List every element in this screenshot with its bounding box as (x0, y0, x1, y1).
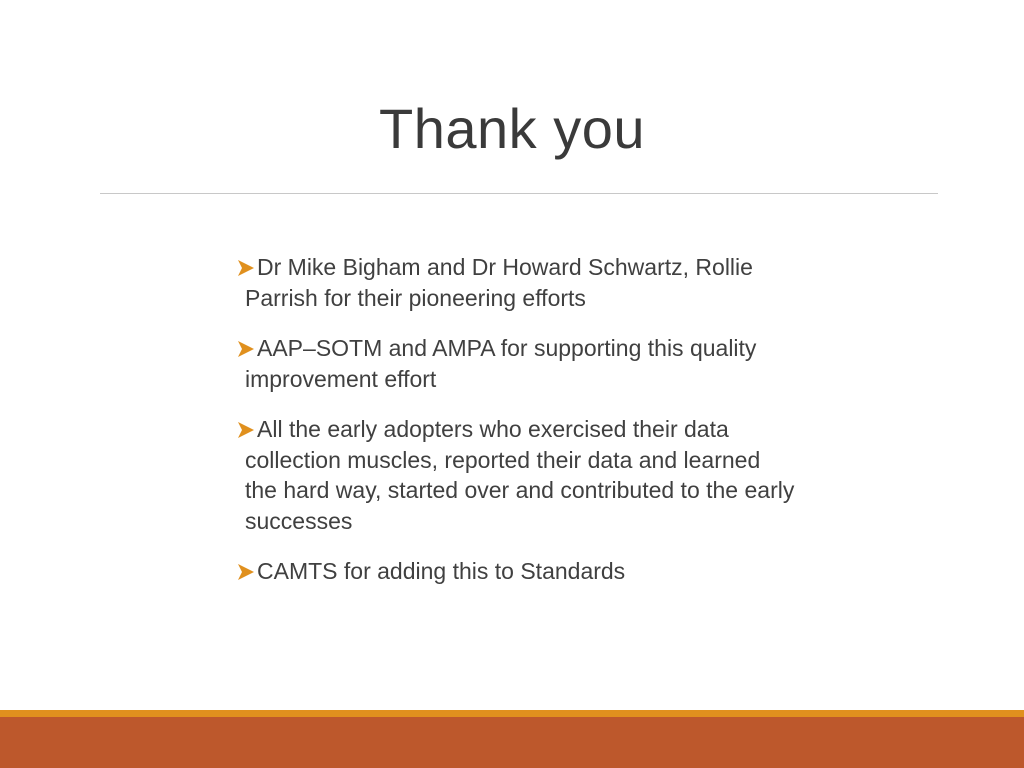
footer-band (0, 717, 1024, 768)
title-divider (100, 193, 938, 194)
bullet-item (236, 414, 796, 536)
bullet-text: CAMTS for adding this to Standards (257, 558, 626, 584)
bullet-item (236, 556, 796, 587)
arrow-bullet-icon (236, 562, 256, 582)
bullet-item (236, 252, 796, 313)
bullet-item (236, 333, 796, 394)
bullet-text: AAP–SOTM and AMPA for supporting this quality improvement effort (245, 335, 757, 392)
bullet-text: Dr Mike Bigham and Dr Howard Schwartz, Rollie Parrish for their pioneering efforts (245, 254, 753, 311)
bullet-list (236, 252, 796, 607)
footer-accent-band (0, 710, 1024, 717)
arrow-bullet-icon (236, 339, 256, 359)
arrow-bullet-icon (236, 258, 256, 278)
bullet-text: All the early adopters who exercised their data collection muscles, reported their data and learned the hard way, started over and contributed to the early successes (245, 416, 795, 534)
slide-title: Thank you (379, 97, 645, 160)
arrow-bullet-icon (236, 420, 256, 440)
